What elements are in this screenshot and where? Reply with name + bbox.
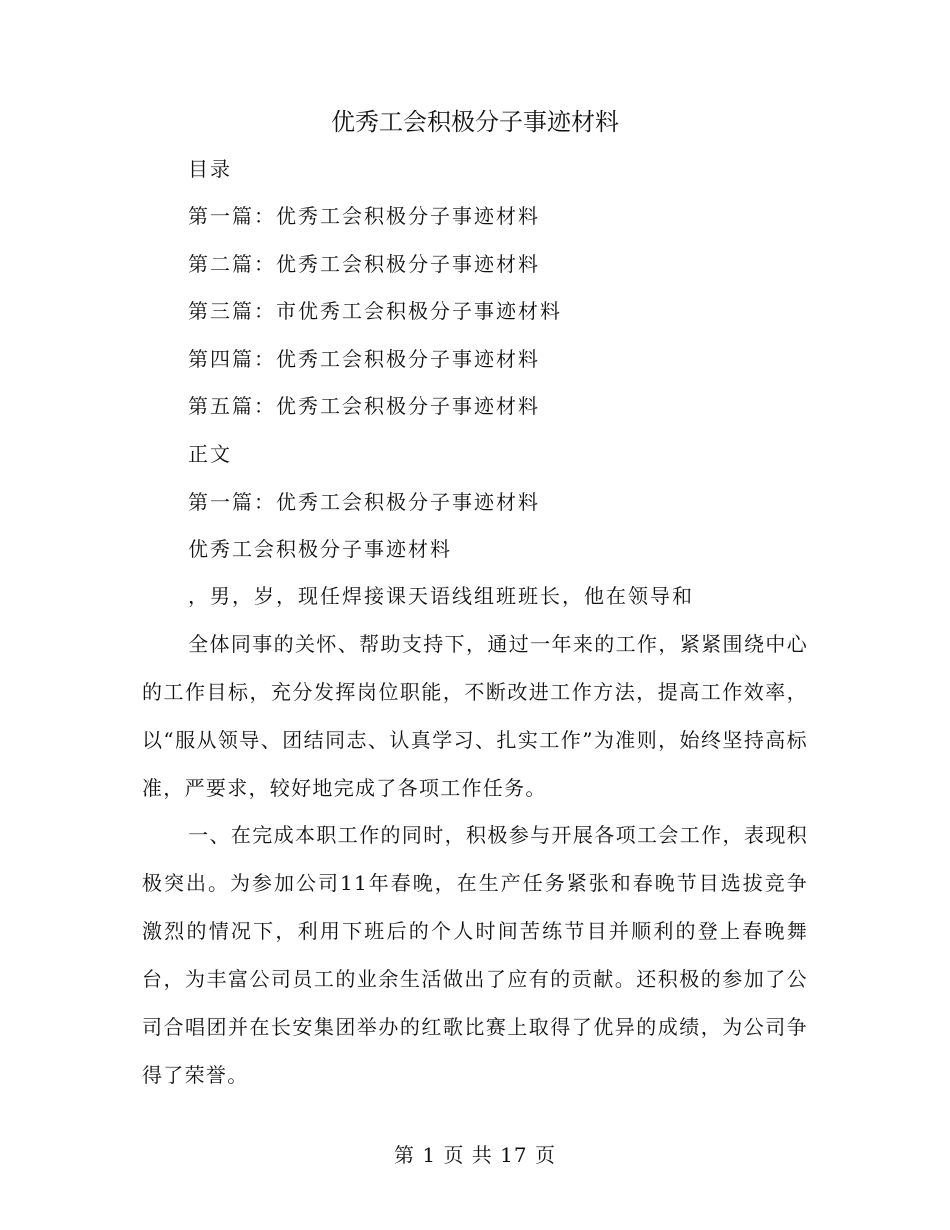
section-heading: 第一篇：优秀工会积极分子事迹材料	[188, 490, 540, 514]
toc-item-5: 第五篇：优秀工会积极分子事迹材料	[188, 394, 540, 418]
toc-heading: 目录	[188, 157, 232, 181]
body-paragraph-1	[142, 620, 808, 812]
page-footer: 第 1 页 共 17 页	[394, 1143, 556, 1167]
toc-item-2: 第二篇：优秀工会积极分子事迹材料	[188, 252, 540, 276]
body-paragraph-1-text: 全体同事的关怀、帮助支持下，通过一年来的工作，紧紧围绕中心的工作目标，充分发挥岗位职能，不断改进工作方法，提高工作效率，以“服从领导、团结同志、认真学习、扎实工作”为准则，始终坚持高标准，严要求，较好地完成了各项工作任务。	[142, 632, 808, 800]
body-paragraph-2	[142, 811, 808, 1099]
intro-line: ，男，岁，现任焊接课天语线组班班长，他在领导和	[188, 584, 694, 608]
toc-item-3: 第三篇：市优秀工会积极分子事迹材料	[188, 299, 562, 323]
toc-item-4: 第四篇：优秀工会积极分子事迹材料	[188, 347, 540, 371]
section-title: 优秀工会积极分子事迹材料	[188, 537, 452, 561]
document-title: 优秀工会积极分子事迹材料	[331, 108, 619, 136]
body-heading: 正文	[188, 442, 232, 466]
body-paragraph-2-text: 一、在完成本职工作的同时，积极参与开展各项工会工作，表现积极突出。为参加公司11年春晚，在生产任务紧张和春晚节目选拔竞争激烈的情况下，利用下班后的个人时间苦练节目并顺利的登上春晚舞台，为丰富公司员工的业余生活做出了应有的贡献。还积极的参加了公司合唱团并在长安集团举办的红歌比赛上取得了优异的成绩，为公司争得了荣誉。	[142, 823, 808, 1087]
toc-item-1: 第一篇：优秀工会积极分子事迹材料	[188, 204, 540, 228]
